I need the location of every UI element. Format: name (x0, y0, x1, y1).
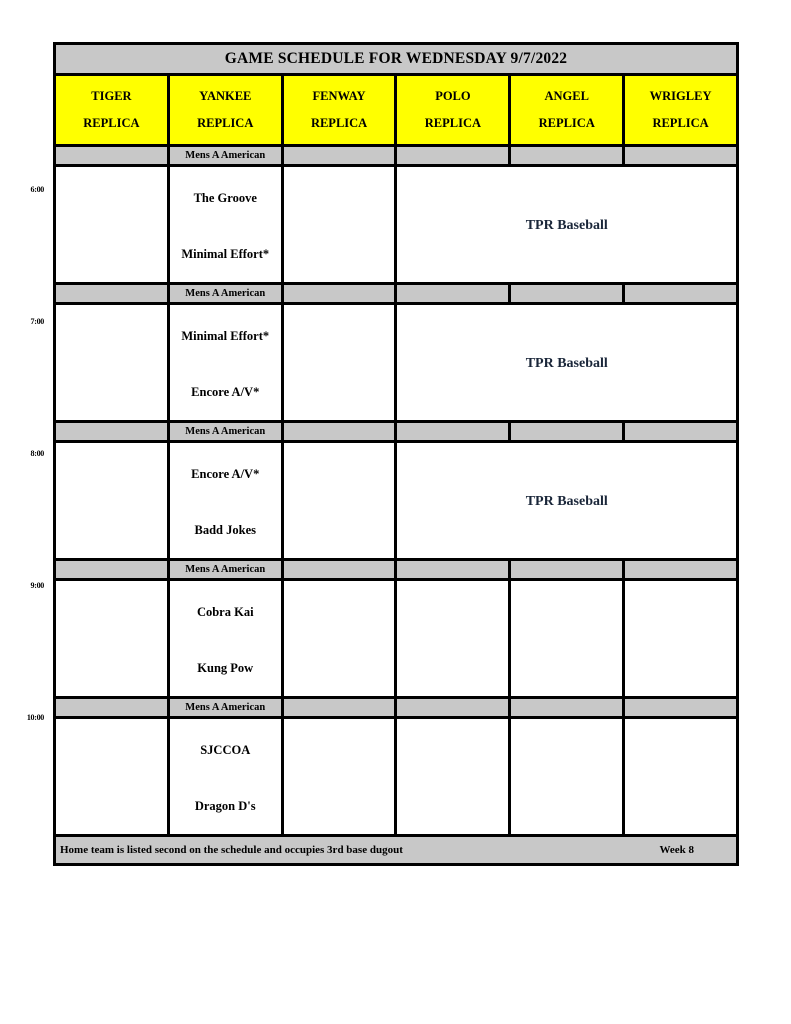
venue-header-yankee (168, 75, 282, 146)
venue-suffix: REPLICA (652, 116, 709, 131)
venue-suffix: REPLICA (83, 116, 140, 131)
venue-suffix: REPLICA (424, 116, 482, 131)
venue-name: FENWAY (312, 88, 366, 103)
away-team: The Groove (193, 191, 257, 205)
matchup-cell (168, 304, 282, 422)
empty-cell (55, 580, 169, 698)
division-cell (282, 698, 396, 718)
game-row-1000 (55, 718, 738, 836)
venue-header-fenway (282, 75, 396, 146)
division-cell (510, 560, 624, 580)
division-cell (396, 422, 510, 442)
division-cell (510, 422, 624, 442)
division-cell (510, 698, 624, 718)
matchup-cell (168, 442, 282, 560)
time-label-1000: 10:00 (26, 713, 44, 722)
division-row (55, 422, 738, 442)
game-row-700 (55, 304, 738, 422)
division-label-cell: Mens A American (168, 422, 282, 442)
division-cell (55, 560, 169, 580)
empty-cell (55, 166, 169, 284)
division-row (55, 560, 738, 580)
empty-cell (510, 580, 624, 698)
division-label-cell: Mens A American (168, 284, 282, 304)
event-label: TPR Baseball (525, 217, 608, 233)
venue-header-tiger (55, 75, 169, 146)
time-label-600: 6:00 (30, 185, 44, 194)
division-cell (396, 146, 510, 166)
game-row-600 (55, 166, 738, 284)
empty-cell (624, 580, 738, 698)
away-team: SJCCOA (200, 743, 251, 757)
division-row (55, 146, 738, 166)
venue-header-polo (396, 75, 510, 146)
venue-name: ANGEL (544, 88, 589, 103)
venue-header-row (55, 75, 738, 146)
event-cell (396, 304, 738, 422)
time-label-800: 8:00 (30, 449, 44, 458)
division-label-cell: Mens A American (168, 698, 282, 718)
empty-cell (510, 718, 624, 836)
home-team: Dragon D's (194, 799, 256, 813)
division-cell (282, 422, 396, 442)
matchup-cell (168, 580, 282, 698)
venue-name: POLO (435, 88, 471, 103)
event-label: TPR Baseball (525, 355, 608, 371)
event-label: TPR Baseball (525, 493, 608, 509)
footer-note: Home team is listed second on the schedule and occupies 3rd base dugout (60, 844, 403, 856)
division-cell (55, 284, 169, 304)
empty-cell (55, 304, 169, 422)
division-cell (282, 284, 396, 304)
footer-cell (55, 836, 738, 865)
venue-header-angel (510, 75, 624, 146)
home-team: Encore A/V* (191, 385, 260, 399)
division-cell (55, 698, 169, 718)
division-cell (624, 422, 738, 442)
division-cell (282, 560, 396, 580)
matchup-cell (168, 718, 282, 836)
division-cell (396, 284, 510, 304)
venue-suffix: REPLICA (538, 116, 595, 131)
venue-name: WRIGLEY (649, 88, 712, 103)
venue-suffix: REPLICA (310, 116, 368, 131)
division-row (55, 284, 738, 304)
division-cell (510, 146, 624, 166)
week-label: Week 8 (659, 844, 694, 856)
away-team: Minimal Effort* (181, 329, 270, 343)
empty-cell (55, 442, 169, 560)
venue-header-wrigley (624, 75, 738, 146)
empty-cell (282, 304, 396, 422)
division-cell (396, 698, 510, 718)
division-cell (624, 698, 738, 718)
game-row-900 (55, 580, 738, 698)
division-cell (55, 422, 169, 442)
venue-suffix: REPLICA (197, 116, 254, 131)
page-title: GAME SCHEDULE FOR WEDNESDAY 9/7/2022 (55, 44, 738, 75)
division-row (55, 698, 738, 718)
division-cell (55, 146, 169, 166)
empty-cell (282, 580, 396, 698)
event-cell (396, 166, 738, 284)
game-row-800 (55, 442, 738, 560)
footer-row (55, 836, 738, 865)
matchup-cell (168, 166, 282, 284)
home-team: Kung Pow (197, 661, 254, 675)
division-cell (396, 560, 510, 580)
venue-name: YANKEE (199, 88, 252, 103)
away-team: Encore A/V* (191, 467, 260, 481)
division-label-cell: Mens A American (168, 146, 282, 166)
home-team: Badd Jokes (194, 523, 256, 537)
venue-name: TIGER (91, 88, 132, 103)
division-label-cell: Mens A American (168, 560, 282, 580)
event-cell (396, 442, 738, 560)
away-team: Cobra Kai (196, 605, 254, 619)
empty-cell (282, 166, 396, 284)
empty-cell (396, 580, 510, 698)
empty-cell (55, 718, 169, 836)
division-cell (624, 560, 738, 580)
division-cell (282, 146, 396, 166)
empty-cell (282, 442, 396, 560)
empty-cell (282, 718, 396, 836)
title-row (55, 44, 738, 75)
empty-cell (624, 718, 738, 836)
schedule-table (53, 42, 739, 866)
division-cell (624, 284, 738, 304)
time-label-700: 7:00 (30, 317, 44, 326)
division-cell (510, 284, 624, 304)
empty-cell (396, 718, 510, 836)
division-cell (624, 146, 738, 166)
time-label-900: 9:00 (30, 581, 44, 590)
home-team: Minimal Effort* (181, 247, 270, 261)
